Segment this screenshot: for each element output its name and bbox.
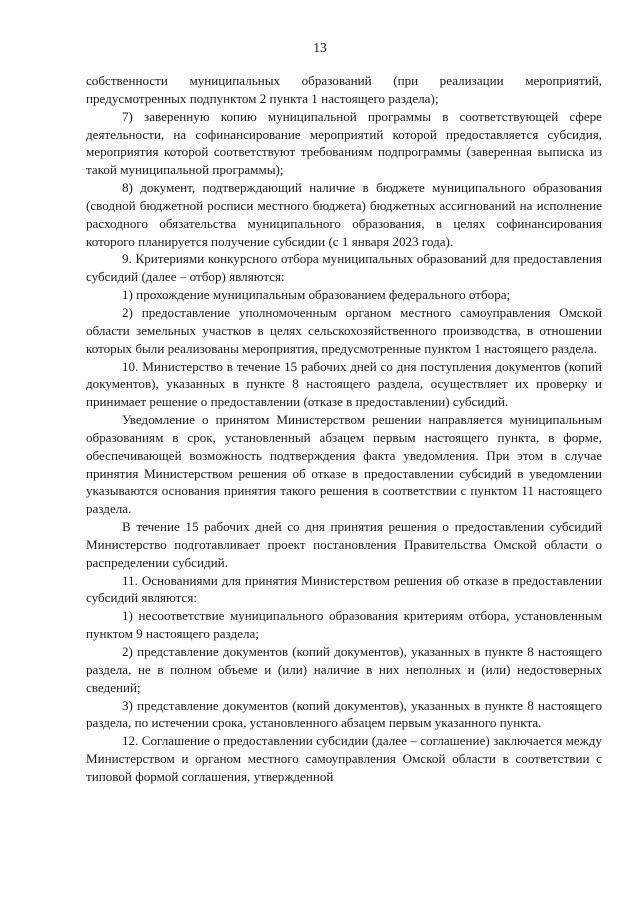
- paragraph-continuation: собственности муниципальных образований (при реализации мероприятий, предусмотренных подпунктом 2 пункта 1 настоящего раздела);: [86, 73, 602, 106]
- page-number: 13: [313, 40, 327, 55]
- paragraph-section-9: 9. Критериями конкурсного отбора муниципальных образований для предоставления субсидий (далее – отбор) являются:: [86, 251, 602, 285]
- paragraph-refusal-ground-1: 1) несоответствие муниципального образования критериям отбора, установленным пунктом 9 настоящего раздела;: [86, 608, 602, 642]
- paragraph-item-8: 8) документ, подтверждающий наличие в бюджете муниципального образования (сводной бюджетной росписи местного бюджета) бюджетных ассигнований на исполнение расходного обязательства муниципального образования, в целях софинансирования которого планируется получение субсидии (с 1 января 2023 года).: [86, 180, 602, 249]
- paragraph-criterion-1: 1) прохождение муниципальным образованием федерального отбора;: [122, 287, 511, 303]
- paragraph-refusal-ground-3: 3) представление документов (копий документов), указанных в пункте 8 настоящего раздела, по истечении срока, установленного абзацем первым указанного пункта.: [86, 697, 602, 731]
- paragraph-section-12: 12. Соглашение о предоставлении субсидии (далее – соглашение) заключается между Министерством и органом местного самоуправления Омской области в соответствии с типовой формой соглашения, утвержденной: [86, 733, 602, 784]
- paragraph-section-11: 11. Основаниями для принятия Министерством решения об отказе в предоставлении субсидий являются:: [86, 572, 602, 606]
- paragraph-criterion-2: 2) предоставление уполномоченным органом местного самоуправления Омской области земельных участков в целях сельскохозяйственного производства, в отношении которых были реализованы мероприятия, предусмотренные пунктом 1 настоящего раздела.: [86, 304, 602, 356]
- paragraph-item-7: 7) заверенную копию муниципальной программы в соответствующей сфере деятельности, на софинансирование мероприятий которой предоставляется субсидия, мероприятия которой соответствуют требованиям подпрограммы (заверенная выписка из такой муниципальной программы);: [86, 108, 602, 178]
- document-body: [86, 72, 602, 786]
- paragraph-section-10: 10. Министерство в течение 15 рабочих дней со дня поступления документов (копий документов), указанных в пункте 8 настоящего раздела, осуществляет их проверку и принимает решение о предоставлении (отказе в предоставлении) субсидий.: [86, 358, 602, 410]
- paragraph-resolution-draft: В течение 15 рабочих дней со дня принятия решения о предоставлении субсидий Министерство подготавливает проект постановления Правительства Омской области о распределении субсидий.: [86, 519, 602, 570]
- paragraph-refusal-ground-2: 2) представление документов (копий документов), указанных в пункте 8 настоящего раздела, не в полном объеме и (или) наличие в них неполных и (или) недостоверных сведений;: [86, 644, 602, 695]
- paragraph-notification: Уведомление о принятом Министерством решении направляется муниципальным образованиям в срок, установленный абзацем первым настоящего пункта, в форме, обеспечивающей возможность подтверждения факта уведомления. При этом в случае принятия Министерством решения об отказе в предоставлении субсидий в уведомлении указываются основания принятия такого решения в соответствии с пунктом 11 настоящего раздела.: [86, 412, 602, 517]
